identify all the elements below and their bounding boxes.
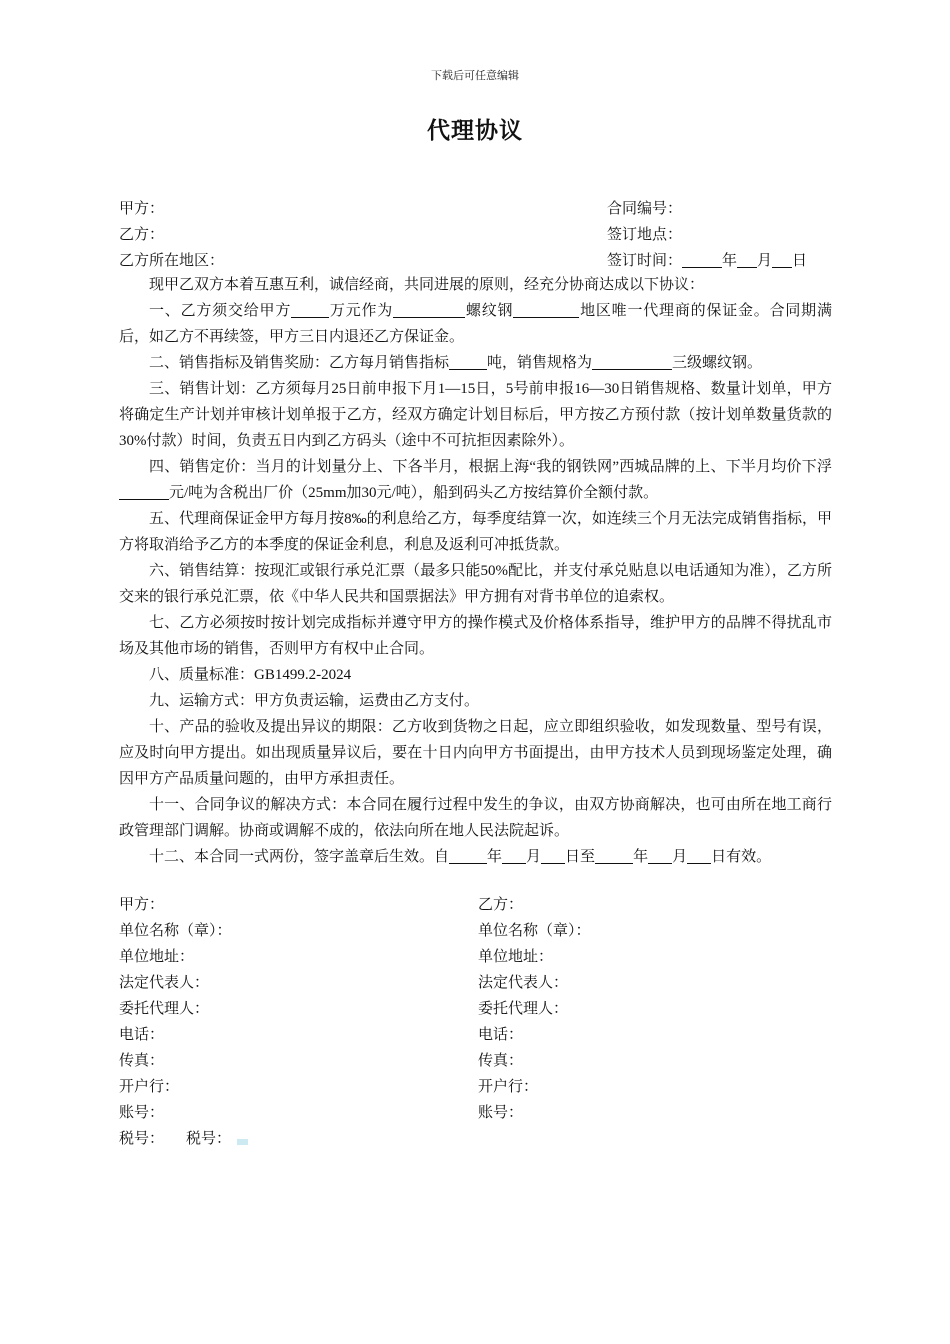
signature-field: 账号： (119, 1105, 165, 1121)
clause-12-text: 十二、本合同一式两份，签字盖章后生效。自 (149, 849, 450, 865)
day-label: 日 (792, 253, 808, 269)
clause-1-text: 地区唯一代理商的保证金。合同期满后，如乙方不再续签，甲方三日内退还乙方保证金。 (119, 303, 832, 345)
clause-8: 八、质量标准：GB1499.2-2024 (149, 667, 352, 683)
blank-line (119, 482, 169, 500)
party-a-field: 甲方： (119, 201, 165, 217)
clause-4-text: 四、销售定价：当月的计划量分上、下各半月，根据上海“我的钢铁网”西城品牌的上、下半月均价下浮 (149, 459, 832, 475)
intro-paragraph: 现甲乙双方本着互惠互利，诚信经商，共同进展的原则，经充分协商达成以下协议： (149, 277, 705, 293)
blank-line (595, 846, 633, 864)
clause-1-text: 螺纹钢 (465, 303, 514, 319)
clause-2-text: 三级螺纹钢。 (672, 355, 763, 371)
sign-time-label: 签订时间： (607, 253, 683, 269)
clause-1-text: 万元作为 (329, 303, 394, 319)
signature-field: 委托代理人： (478, 1001, 569, 1017)
contract-number-field: 合同编号： (607, 201, 683, 217)
clauses-body (119, 272, 832, 870)
clause-3: 三、销售计划：乙方须每月25日前申报下月1—15日，5号前申报16—30日销售规格、数量计划单，甲方将确定生产计划并审核计划单报于乙方，经双方确定计划目标后，甲方按乙方预付款（按计划单数量货款的30%付款）时间，负责五日内到乙方码头（途中不可抗拒因素除外）。 (119, 381, 832, 449)
blank-line (291, 300, 329, 318)
signature-field: 传真： (478, 1053, 524, 1069)
document-title: 代理协议 (427, 118, 523, 144)
signature-block-party-b (478, 892, 591, 1126)
blank-line (449, 846, 487, 864)
year-label: 年 (722, 253, 738, 269)
party-b-field: 乙方： (119, 227, 165, 243)
month-label: 月 (757, 253, 773, 269)
clause-12-text: 年 (633, 849, 649, 865)
clause-12-text: 年 (487, 849, 503, 865)
signature-field: 单位地址： (119, 949, 195, 965)
clause-1 (119, 298, 832, 350)
header-note: 下载后可任意编辑 (431, 70, 519, 82)
clause-9: 九、运输方式：甲方负责运输，运费由乙方支付。 (149, 693, 480, 709)
clause-2 (119, 350, 832, 376)
tax-label: 税号： (186, 1131, 232, 1147)
signature-field: 开户行： (478, 1079, 539, 1095)
clause-12-text: 月 (672, 849, 688, 865)
signature-field: 电话： (478, 1027, 524, 1043)
clause-4 (119, 454, 832, 506)
signature-field: 账号： (478, 1105, 524, 1121)
signature-field: 单位名称（章）： (478, 923, 591, 939)
blank-line (541, 846, 565, 864)
clause-12-text: 月 (526, 849, 542, 865)
clause-4-text: 元/吨为含税出厂价（25mm加30元/吨），船到码头乙方按结算价全额付款。 (169, 485, 659, 501)
sign-place-field: 签订地点： (607, 227, 683, 243)
signature-field: 单位地址： (478, 949, 554, 965)
clause-11: 十一、合同争议的解决方式：本合同在履行过程中发生的争议，由双方协商解决，也可由所在地工商行政管理部门调解。协商或调解不成的，依法向所在地人民法院起诉。 (119, 797, 832, 839)
blank-line (592, 352, 672, 370)
tax-row (119, 1126, 248, 1152)
clause-12-text: 日至 (565, 849, 596, 865)
signature-field: 开户行： (119, 1079, 180, 1095)
signature-block-party-a (119, 892, 248, 1152)
tax-label: 税号： (119, 1131, 165, 1147)
signature-field: 法定代表人： (119, 975, 210, 991)
clause-10: 十、产品的验收及提出异议的期限：乙方收到货物之日起，应立即组织验收，如发现数量、型号有误，应及时向甲方提出。如出现质量异议后，要在十日内向甲方书面提出，由甲方技术人员到现场鉴定处理，确因甲方产品质量问题的，由甲方承担责任。 (119, 719, 832, 787)
clause-2-text: 二、销售指标及销售奖励：乙方每月销售指标 (149, 355, 450, 371)
clause-2-text: 吨，销售规格为 (487, 355, 593, 371)
blank-line (648, 846, 672, 864)
highlight-mark (237, 1139, 248, 1145)
clause-12-text: 日有效。 (711, 849, 772, 865)
region-field: 乙方所在地区： (119, 253, 225, 269)
blank-line (393, 300, 465, 318)
signature-field: 单位名称（章）： (119, 923, 232, 939)
blank-line (687, 846, 711, 864)
blank-line (513, 300, 579, 318)
clause-1-text: 一、乙方须交给甲方 (149, 303, 292, 319)
blank-line (449, 352, 487, 370)
clause-6: 六、销售结算：按现汇或银行承兑汇票（最多只能50%配比，并支付承兑贴息以电话通知为准），乙方所交来的银行承兑汇票，依《中华人民共和国票据法》甲方拥有对背书单位的追索权。 (119, 563, 832, 605)
signature-field: 法定代表人： (478, 975, 569, 991)
clause-7: 七、乙方必须按时按计划完成指标并遵守甲方的操作模式及价格体系指导，维护甲方的品牌不得扰乱市场及其他市场的销售，否则甲方有权中止合同。 (119, 615, 832, 657)
blank-line (737, 250, 757, 268)
blank-line (502, 846, 526, 864)
signature-field: 传真： (119, 1053, 165, 1069)
clause-12 (119, 844, 832, 870)
signature-field: 乙方： (478, 897, 524, 913)
signature-field: 电话： (119, 1027, 165, 1043)
signature-field: 委托代理人： (119, 1001, 210, 1017)
blank-line (772, 250, 792, 268)
blank-line (682, 250, 722, 268)
signature-field: 甲方： (119, 897, 165, 913)
clause-5: 五、代理商保证金甲方每月按8‰的利息给乙方，每季度结算一次，如连续三个月无法完成销售指标，甲方将取消给予乙方的本季度的保证金利息，利息及返利可冲抵货款。 (119, 511, 832, 553)
sign-time-field (607, 249, 807, 270)
